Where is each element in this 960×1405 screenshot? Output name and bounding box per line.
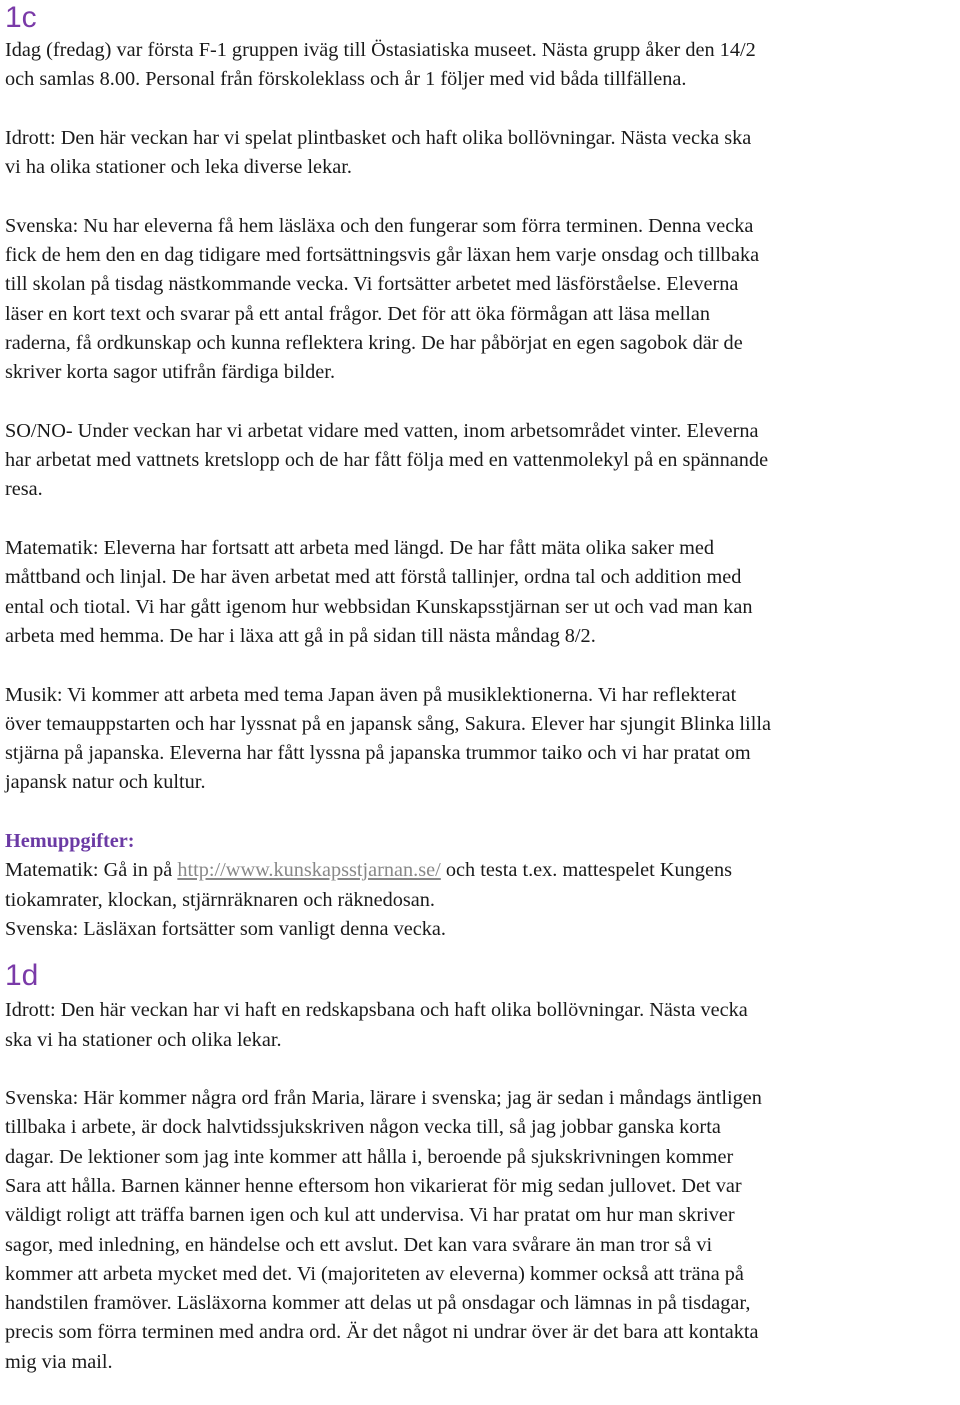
text-line: Idrott: Den här veckan har vi haft en redskapsbana och haft olika bollövningar. Nästa vecka: [5, 999, 748, 1022]
text-line: arbeta med hemma. De har i läxa att gå in på sidan till nästa måndag 8/2.: [5, 624, 596, 647]
text-line: tillbaka i arbete, är dock halvtidssjukskriven någon vecka till, så jag jobbar ganska korta: [5, 1116, 721, 1139]
text-line: japansk natur och kultur.: [5, 771, 206, 794]
text-line: Sara att hålla. Barnen känner henne eftersom hon vikarierat för mig sedan jullovet. Det var: [5, 1174, 742, 1197]
paragraph-svenska: [5, 212, 955, 388]
text-line: SO/NO- Under veckan har vi arbetat vidare med vatten, inom arbetsområdet vinter. Eleverna: [5, 419, 759, 442]
text-line: fick de hem den en dag tidigare med fortsättningsvis går läxan hem varje onsdag och tillbaka: [5, 244, 760, 267]
text-line: skriver korta sagor utifrån färdiga bilder.: [5, 361, 336, 384]
text-line: vi ha olika stationer och leka diverse lekar.: [5, 156, 352, 179]
text-line: mig via mail.: [5, 1350, 113, 1373]
text-line: ental och tiotal. Vi har gått igenom hur webbsidan Kunskapsstjärnan ser ut och vad man kan: [5, 595, 753, 618]
homework-section: [5, 827, 955, 944]
document-page: [5, 0, 955, 1377]
homework-math-prefix: Matematik: Gå in på: [5, 859, 178, 882]
text-line: raderna, få ordkunskap och kunna reflektera kring. De har påbörjat en egen sagobok där de: [5, 331, 743, 354]
paragraph-museum: [5, 36, 955, 95]
text-line: väldigt roligt att träffa barnen igen och kul att undervisa. Vi har pratat om hur man skriver: [5, 1204, 735, 1227]
text-line: sagor, med inledning, en händelse och ett avslut. Det kan vara svårare än man tror så vi: [5, 1233, 713, 1256]
text-line: över temauppstarten och har lyssnat på en japansk sång, Sakura. Elever har sjungit Blinka lilla: [5, 712, 771, 735]
text-line: tiokamrater, klockan, stjärnräknaren och räknedosan.: [5, 888, 435, 911]
homework-math-suffix: och testa t.ex. mattespelet Kungens: [440, 859, 732, 882]
text-line: precis som förra terminen med andra ord. Är det något ni undrar över är det bara att kontakta: [5, 1321, 759, 1344]
text-line: dagar. De lektioner som jag inte kommer att hålla i, beroende på sjukskrivningen kommer: [5, 1145, 734, 1168]
homework-swedish-line: Svenska: Läsläxan fortsätter som vanligt denna vecka.: [5, 917, 446, 940]
section-heading-1c: 1c: [5, 1, 37, 34]
text-line: till skolan på tisdag nästkommande vecka. Vi fortsätter arbetet med läsförståelse. Eleverna: [5, 273, 739, 296]
text-line: resa.: [5, 478, 43, 501]
text-line: handstilen framöver. Läsläxorna kommer att delas ut på onsdagar och lämnas in på tisdagar,: [5, 1292, 751, 1315]
text-line: Matematik: Eleverna har fortsatt att arbeta med längd. De har fått mäta olika saker med: [5, 537, 714, 560]
paragraph-idrott-1d: [5, 996, 955, 1055]
text-line: stjärna på japanska. Eleverna har fått lyssna på japanska trummor taiko och vi har pratat om: [5, 742, 751, 765]
text-line: kommer att arbeta mycket med det. Vi (majoriteten av eleverna) kommer också att träna på: [5, 1262, 744, 1285]
homework-math-line: [5, 856, 955, 885]
text-line: läser en kort text och svarar på ett antal frågor. Det för att öka förmågan att läsa mellan: [5, 302, 711, 325]
text-line: Idrott: Den här veckan har vi spelat plintbasket och haft olika bollövningar. Nästa vecka ska: [5, 126, 752, 149]
text-line: Svenska: Nu har eleverna få hem läsläxa och den fungerar som förra terminen. Denna vecka: [5, 214, 754, 237]
paragraph-musik: [5, 681, 955, 798]
text-line: måttband och linjal. De har även arbetat med att förstå tallinjer, ordna tal och addition med: [5, 566, 742, 589]
text-line: Musik: Vi kommer att arbeta med tema Japan även på musiklektionerna. Vi har reflekterat: [5, 683, 737, 706]
paragraph-idrott: [5, 124, 955, 183]
text-line: Idag (fredag) var första F-1 gruppen iväg till Östasiatiska museet. Nästa grupp åker den 14/2: [5, 39, 756, 61]
text-line: Svenska: Här kommer några ord från Maria, lärare i svenska; jag är sedan i måndags äntligen: [5, 1087, 762, 1110]
section-heading-1d: 1d: [5, 959, 39, 993]
paragraph-svenska-1d: [5, 1084, 955, 1377]
homework-heading: Hemuppgifter:: [5, 830, 135, 853]
text-line: ska vi ha stationer och olika lekar.: [5, 1028, 282, 1051]
text-line: och samlas 8.00. Personal från förskoleklass och år 1 följer med vid båda tillfällena.: [5, 68, 687, 91]
kunskapsstjarnan-link[interactable]: http://www.kunskapsstjarnan.se/: [177, 859, 441, 882]
text-line: har arbetat med vattnets kretslopp och de har fått följa med en vattenmolekyl på en spännande: [5, 449, 769, 472]
paragraph-so-no: [5, 417, 955, 505]
paragraph-matematik: [5, 534, 955, 651]
